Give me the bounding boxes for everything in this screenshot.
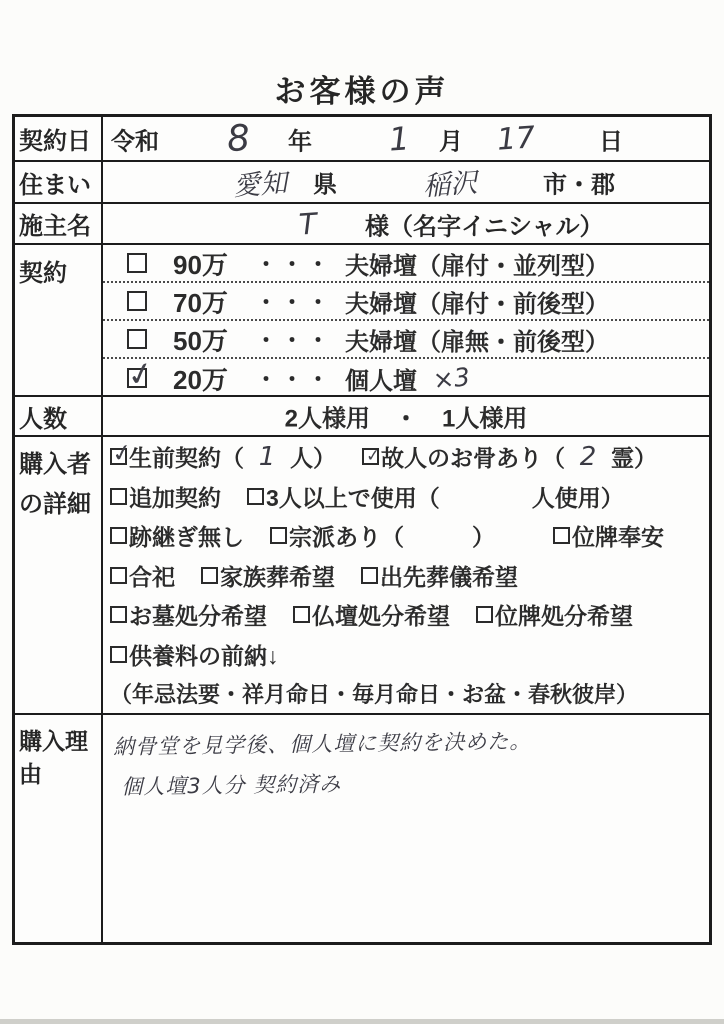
month-unit: 月: [439, 128, 463, 155]
prefecture-handwritten: 愛知: [232, 167, 289, 203]
purchaser-details-label-line1: 購入者: [19, 451, 91, 478]
option-note-handwritten: ×3: [431, 361, 472, 395]
row-contract-options: [15, 243, 709, 395]
purchaser-details-label-line2: の詳細: [19, 491, 91, 518]
item-text: 供養料の前納↓: [129, 642, 279, 669]
option-desc: 夫婦壇（扉付・並列型）: [345, 252, 610, 280]
item-ohaka-shobun-kibou: [110, 598, 267, 631]
residence-value: [103, 162, 709, 202]
item-goushi: [110, 559, 175, 592]
option-desc: 夫婦壇（扉無・前後型）: [345, 328, 610, 356]
owner-name-label: 施主名: [15, 204, 103, 243]
option-dots: ・・・: [255, 251, 334, 277]
reason-handwritten-line2: 個人壇3人分 契約済み: [121, 771, 342, 799]
item-shuha-ari: [270, 519, 495, 552]
checkbox-90man-unchecked-icon: [127, 253, 147, 273]
item-text: 合祀: [129, 563, 175, 590]
checkbox-butsudan-shobun-unchecked-icon: [293, 606, 310, 623]
option-desc: 個人壇: [345, 367, 418, 395]
details-line-2: [103, 477, 709, 517]
owner-name-value: [103, 204, 709, 243]
item-ihai-shobun-kibou: [476, 598, 633, 631]
item-text: 追加契約: [129, 484, 221, 511]
city-handwritten: 稲沢: [422, 167, 479, 203]
option-price: 90万: [173, 249, 228, 280]
details-line-6: [103, 635, 709, 675]
memorial-days-note: （年忌法要・祥月命日・毎月命日・お盆・春秋彼岸）: [110, 682, 639, 708]
item-text: 生前契約（: [129, 445, 244, 472]
details-line-3: [103, 516, 709, 556]
item-text: 人）: [290, 445, 336, 472]
option-dots: ・・・: [255, 366, 334, 392]
customer-feedback-form: [12, 114, 712, 945]
owner-initial-handwritten: T: [297, 205, 318, 242]
item-text: 位牌奉安: [572, 524, 664, 551]
checkbox-50man-unchecked-icon: [127, 329, 147, 349]
contract-options-list: [103, 245, 709, 395]
item-desaki-sougi-kibou: [361, 559, 518, 592]
checkbox-goushi-unchecked-icon: [110, 567, 127, 584]
item-butsudan-shobun-kibou: [293, 598, 450, 631]
month-handwritten: 1: [387, 118, 411, 159]
details-line-7: [103, 674, 709, 714]
purchaser-details-lines: [103, 437, 709, 713]
reason-handwritten-line1: 納骨堂を見学後、個人壇に契約を決めた。: [113, 729, 532, 759]
contract-options-label: 契約: [15, 245, 103, 395]
checkbox-70man-unchecked-icon: [127, 291, 147, 311]
row-contract-date: [15, 117, 709, 160]
option-price: 20万: [173, 364, 228, 395]
checkbox-seizen-keiyaku-checked-icon: [110, 448, 127, 465]
row-owner-name: [15, 202, 709, 243]
checkbox-ihai-houan-unchecked-icon: [553, 527, 570, 544]
item-atotsugi-nashi: [110, 519, 244, 552]
item-text: 宗派あり（: [289, 524, 404, 551]
details-line-5: [103, 595, 709, 635]
day-unit: 日: [599, 128, 623, 155]
item-text: 出先葬儀希望: [380, 563, 518, 590]
row-purchase-reason: [15, 713, 709, 942]
year-handwritten: 8: [225, 117, 252, 160]
purchaser-details-label: [15, 437, 103, 713]
item-text: 跡継ぎ無し: [129, 524, 244, 551]
option-dots: ・・・: [255, 327, 334, 353]
item-text: 家族葬希望: [220, 563, 335, 590]
contract-date-value: [103, 117, 709, 160]
row-residence: [15, 160, 709, 202]
checkbox-tsuika-keiyaku-unchecked-icon: [110, 488, 127, 505]
capacity-value: [103, 397, 709, 435]
row-purchaser-details: [15, 435, 709, 713]
seizen-count-handwritten: 1: [258, 441, 276, 472]
checkbox-kuyouryou-zennou-unchecked-icon: [110, 646, 127, 663]
checkbox-ihai-shobun-unchecked-icon: [476, 606, 493, 623]
checkbox-desaki-sougi-kibou-unchecked-icon: [361, 567, 378, 584]
item-tsuika-keiyaku: [110, 480, 221, 513]
details-line-4: [103, 556, 709, 596]
option-price: 70万: [173, 287, 228, 318]
rei-count-handwritten: 2: [579, 441, 597, 472]
checkbox-shuha-ari-unchecked-icon: [270, 527, 287, 544]
item-ihai-houan: [553, 519, 664, 552]
contract-date-label: 契約日: [15, 117, 103, 160]
checkbox-20man-checked-icon: [127, 368, 147, 388]
prefecture-unit: 県: [313, 171, 337, 199]
item-kazokusou-kibou: [201, 559, 335, 592]
scan-edge-artifact: [0, 1019, 724, 1024]
year-unit: 年: [288, 128, 312, 155]
capacity-label: 人数: [15, 397, 103, 435]
contract-option-90: [103, 245, 709, 283]
checkbox-atotsugi-nashi-unchecked-icon: [110, 527, 127, 544]
item-text: 霊）: [611, 445, 657, 472]
details-line-1: [103, 437, 709, 477]
item-seizen-keiyaku: [110, 440, 336, 473]
purchase-reason-label: 購入理由: [15, 715, 103, 942]
item-kuyouryou-zennou: [110, 638, 279, 671]
era-label: 令和: [111, 128, 159, 155]
contract-option-70: [103, 283, 709, 321]
option-dots: ・・・: [255, 289, 334, 315]
item-kojin-okotsu: [362, 440, 657, 473]
checkbox-kazokusou-kibou-unchecked-icon: [201, 567, 218, 584]
checkbox-sannin-ijou-unchecked-icon: [247, 488, 264, 505]
item-text: ）: [472, 524, 495, 551]
residence-label: 住まい: [15, 162, 103, 202]
capacity-text: 2人様用 ・ 1人様用: [284, 405, 528, 433]
row-capacity: [15, 395, 709, 435]
item-text: 仏壇処分希望: [312, 603, 450, 630]
page-title: お客様の声: [274, 74, 450, 109]
day-handwritten: 17: [495, 119, 537, 158]
item-text: 故人のお骨あり（: [381, 445, 565, 472]
item-text: 位牌処分希望: [495, 603, 633, 630]
owner-name-suffix: 様（名字イニシャル）: [365, 213, 604, 240]
option-desc: 夫婦壇（扉付・前後型）: [345, 290, 610, 318]
city-unit: 市・郡: [543, 171, 615, 199]
item-text: 3人以上で使用（: [266, 484, 440, 511]
purchase-reason-value: [103, 715, 709, 942]
item-sannin-ijou: [247, 480, 624, 513]
checkbox-ohaka-shobun-unchecked-icon: [110, 606, 127, 623]
checkbox-kojin-okotsu-checked-icon: [362, 448, 379, 465]
item-text: お墓処分希望: [129, 603, 267, 630]
item-text: 人使用）: [531, 484, 624, 511]
contract-option-20: [103, 359, 709, 397]
contract-option-50: [103, 321, 709, 359]
option-price: 50万: [173, 325, 228, 356]
